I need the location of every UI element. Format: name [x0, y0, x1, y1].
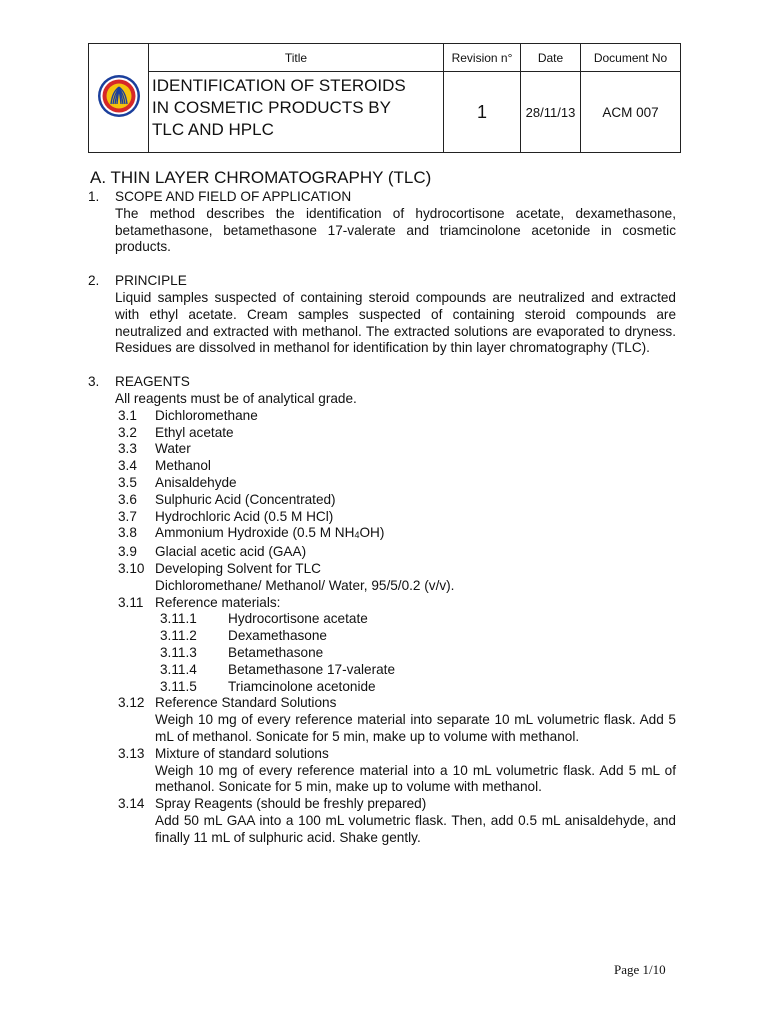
document-title [149, 72, 444, 153]
section-title: SCOPE AND FIELD OF APPLICATION [115, 189, 352, 204]
sub-list-item: 3.11.3 Betamethasone [160, 644, 324, 660]
paragraph: The method describes the identification of hydrocortisone acetate, dexamethasone, betamethasone, betamethasone 17-valerate and triamcinolone acetonide in cosmetic products. [115, 205, 676, 255]
section-3-heading [88, 374, 676, 391]
list-item: 3.11 Reference materials: [118, 594, 281, 610]
list-item: 3.10 Developing Solvent for TLC [118, 560, 321, 576]
date-label: Date [521, 44, 581, 72]
section-2-body [88, 290, 676, 357]
revision-label: Revision n° [444, 44, 521, 72]
paragraph: Liquid samples suspected of containing steroid compounds are neutralized and extracted with ethyl acetate. Cream samples suspected of containing steroid compounds are neutralized and extracted with methanol. The extracted solutions are evaporated to dryness. Residues are dissolved in methanol for identification by thin layer chromatography (TLC). [115, 289, 676, 356]
list-item-detail: Weigh 10 mg of every reference material into separate 10 mL volumetric flask. Add 5 mL of methanol. Sonicate for 5 min, make up to volume with methanol. [155, 712, 676, 744]
list-item: 3.13 Mixture of standard solutions [118, 745, 329, 761]
list-item: 3.14 Spray Reagents (should be freshly prepared) [118, 796, 427, 812]
document-no-value: ACM 007 [581, 72, 681, 153]
date-value: 28/11/13 [521, 72, 581, 153]
section-1-body [88, 206, 676, 256]
list-item: 3.2 Ethyl acetate [118, 424, 234, 440]
section-a-title: A. THIN LAYER CHROMATOGRAPHY (TLC) [90, 168, 432, 187]
list-item: 3.9 Glacial acetic acid (GAA) [118, 544, 307, 560]
list-item: 3.6 Sulphuric Acid (Concentrated) [118, 491, 336, 507]
document-no-label: Document No [581, 44, 681, 72]
list-item: 3.1 Dichloromethane [118, 407, 258, 423]
revision-value: 1 [444, 72, 521, 153]
list-item: 3.4 Methanol [118, 458, 211, 474]
document-header-table [88, 43, 681, 153]
list-item: 3.7 Hydrochloric Acid (0.5 M HCl) [118, 508, 334, 524]
sub-list-item: 3.11.5 Triamcinolone acetonide [160, 678, 376, 694]
list-item: 3.3 Water [118, 441, 191, 457]
section-number: 3. [88, 374, 100, 390]
section-number: 2. [88, 273, 100, 289]
sub-list-item: 3.11.4 Betamethasone 17-valerate [160, 661, 396, 677]
list-item-detail: Weigh 10 mg of every reference material into a 10 mL volumetric flask. Add 5 mL of methanol. Sonicate for 5 min, make up to volume with methanol. [155, 762, 676, 795]
title-line: IN COSMETIC PRODUCTS BY [152, 98, 391, 117]
list-item-detail: Dichloromethane/ Methanol/ Water, 95/5/0.2 (v/v). [155, 577, 455, 593]
title-line: TLC AND HPLC [152, 120, 274, 139]
title-label: Title [149, 44, 444, 72]
list-item: 3.5 Anisaldehyde [118, 474, 237, 490]
sub-list-item: 3.11.2 Dexamethasone [160, 628, 327, 644]
paragraph: All reagents must be of analytical grade. [115, 390, 357, 406]
document-body [88, 167, 676, 846]
page-number: Page 1/10 [614, 962, 666, 977]
list-item: 3.12 Reference Standard Solutions [118, 695, 337, 711]
list-item: 3.8 Ammonium Hydroxide (0.5 M $NH_4OH$) [118, 525, 385, 541]
section-title: PRINCIPLE [115, 273, 187, 289]
section-1-heading [88, 189, 676, 206]
section-number: 1. [88, 189, 100, 204]
asean-emblem-icon [97, 74, 141, 118]
list-item-detail: Add 50 mL GAA into a 100 mL volumetric flask. Then, add 0.5 mL anisaldehyde, and finally 11 mL of sulphuric acid. Shake gently. [155, 812, 676, 845]
section-2-heading [88, 273, 676, 290]
logo-cell [89, 44, 149, 153]
section-title: REAGENTS [115, 374, 190, 390]
title-line: IDENTIFICATION OF STEROIDS [152, 76, 406, 95]
section-3-intro [88, 391, 676, 408]
sub-list-item: 3.11.1 Hydrocortisone acetate [160, 611, 368, 627]
